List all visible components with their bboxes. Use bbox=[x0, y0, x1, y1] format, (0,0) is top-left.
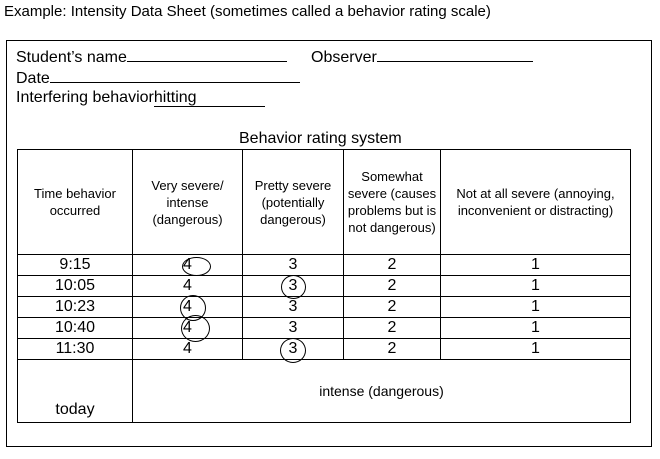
rating-cell[interactable]: 1 bbox=[441, 297, 631, 318]
observer-line bbox=[311, 46, 533, 68]
today-label: today bbox=[18, 360, 133, 423]
rating-value: 4 bbox=[183, 298, 192, 315]
behavior-value: hitting bbox=[153, 89, 197, 106]
rating-cell[interactable]: 2 bbox=[344, 297, 441, 318]
behavior-label: Interfering behavior bbox=[16, 89, 154, 106]
header-somewhat-severe: Somewhat severe (causes problems but is not dangerous) bbox=[344, 150, 441, 255]
rating-table bbox=[17, 149, 631, 423]
rating-cell[interactable]: 3 bbox=[243, 297, 344, 318]
header-row bbox=[18, 150, 631, 255]
rating-cell[interactable] bbox=[243, 339, 344, 360]
rating-system-title: Behavior rating system bbox=[239, 130, 402, 147]
rating-cell[interactable]: 2 bbox=[344, 255, 441, 276]
time-cell: 9:15 bbox=[18, 255, 133, 276]
student-name-line bbox=[16, 46, 287, 68]
rating-cell[interactable]: 2 bbox=[344, 339, 441, 360]
rating-value: 3 bbox=[288, 277, 298, 294]
rating-cell[interactable] bbox=[133, 318, 243, 339]
observer-field[interactable] bbox=[377, 46, 533, 62]
student-name-field[interactable] bbox=[127, 46, 287, 62]
behavior-line bbox=[16, 88, 265, 108]
table-row bbox=[18, 297, 631, 318]
time-cell: 10:40 bbox=[18, 318, 133, 339]
rating-cell[interactable]: 4 bbox=[133, 276, 243, 297]
date-line bbox=[16, 67, 300, 89]
rating-value: 4 bbox=[183, 256, 192, 273]
rating-cell[interactable] bbox=[243, 276, 344, 297]
today-summary: intense (dangerous) bbox=[133, 360, 631, 423]
header-pretty-severe: Pretty severe (potentially dangerous) bbox=[243, 150, 344, 255]
date-label: Date bbox=[16, 70, 50, 87]
table-row bbox=[18, 255, 631, 276]
header-time: Time behavior occurred bbox=[18, 150, 133, 255]
behavior-field[interactable] bbox=[154, 90, 265, 107]
date-field[interactable] bbox=[50, 67, 300, 83]
rating-cell[interactable]: 2 bbox=[344, 318, 441, 339]
rating-cell[interactable]: 1 bbox=[441, 318, 631, 339]
page-caption: Example: Intensity Data Sheet (sometimes called a behavior rating scale) bbox=[4, 3, 491, 20]
summary-row bbox=[18, 360, 631, 423]
header-not-severe: Not at all severe (annoying, inconvenient or distracting) bbox=[441, 150, 631, 255]
rating-cell[interactable]: 1 bbox=[441, 276, 631, 297]
rating-value: 4 bbox=[183, 319, 192, 336]
rating-value: 3 bbox=[288, 340, 298, 357]
table-row bbox=[18, 318, 631, 339]
selection-circle-icon bbox=[182, 257, 211, 276]
observer-label: Observer bbox=[311, 49, 377, 66]
time-cell: 10:23 bbox=[18, 297, 133, 318]
table-row bbox=[18, 276, 631, 297]
rating-cell[interactable] bbox=[133, 297, 243, 318]
time-cell: 11:30 bbox=[18, 339, 133, 360]
rating-cell[interactable]: 3 bbox=[243, 318, 344, 339]
student-name-label: Student’s name bbox=[16, 49, 127, 66]
selection-circle-icon bbox=[281, 275, 306, 299]
rating-cell[interactable]: 4 bbox=[133, 339, 243, 360]
rating-cell[interactable]: 3 bbox=[243, 255, 344, 276]
data-sheet bbox=[6, 40, 652, 447]
rating-cell[interactable]: 1 bbox=[441, 255, 631, 276]
rating-cell[interactable]: 2 bbox=[344, 276, 441, 297]
table-row bbox=[18, 339, 631, 360]
rating-cell[interactable] bbox=[133, 255, 243, 276]
rating-cell[interactable]: 1 bbox=[441, 339, 631, 360]
time-cell: 10:05 bbox=[18, 276, 133, 297]
header-very-severe: Very severe/ intense (dangerous) bbox=[133, 150, 243, 255]
